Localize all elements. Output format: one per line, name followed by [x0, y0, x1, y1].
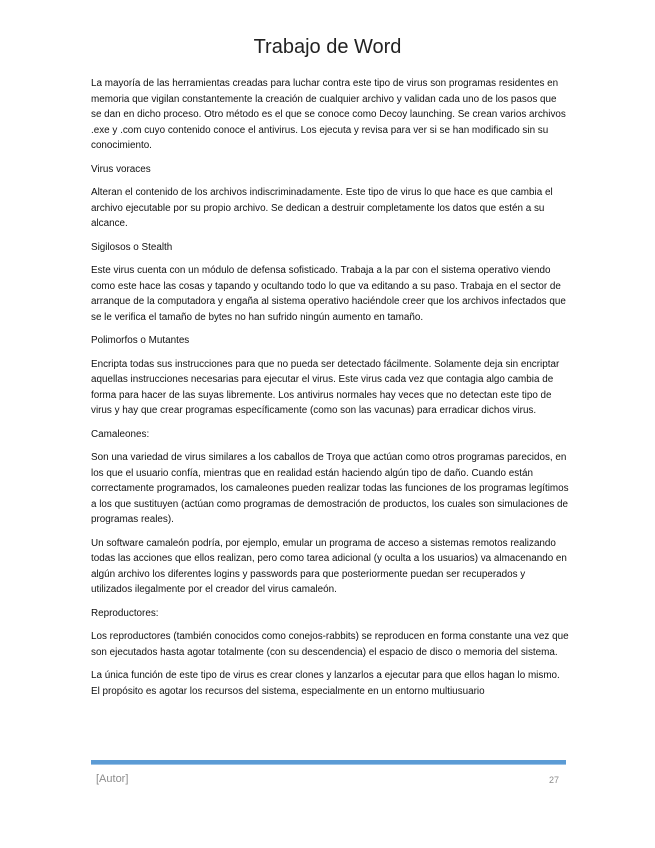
section-heading-polimorfos: Polimorfos o Mutantes [91, 335, 190, 346]
section-heading-reproductores: Reproductores: [91, 607, 159, 619]
section-heading-sigilosos: Sigilosos o Stealth [91, 241, 173, 253]
footer-author: [Autor] [96, 773, 129, 785]
section-heading-camaleones: Camaleones: [91, 428, 150, 440]
body-paragraph: Son una variedad de virus similares a los caballos de Troya que actúan como otros programas parecidos, en los que el usuario confía, mientras que en realidad están haciendo algún tipo de daño. Cuando están correctamente programados, los camaleones pueden realizar todas las funciones de los programas legítimos a los que sustituyen (actúan como programas de demostración de productos, los cuales son simulaciones de programas reales). [91, 452, 569, 525]
body-paragraph: La mayoría de las herramientas creadas para luchar contra este tipo de virus son programas residentes en memoria que vigilan constantemente la creación de cualquier archivo y validan cada uno de los pasos que se dan en dicho proceso. Otro método es el que se conoce como Decoy launching. Se crean varios archivos .exe y .com cuyo contenido conoce el antivirus. Los ejecuta y revisa para ver si se han modificado sin su conocimiento. [91, 78, 566, 151]
body-paragraph: La única función de este tipo de virus es crear clones y lanzarlos a ejecutar para que ellos hagan lo mismo. El propósito es agotar los recursos del sistema, especialmente en un entorno multiusuario [91, 670, 560, 697]
footer-rule-thin [91, 764, 566, 765]
document-body [91, 76, 569, 707]
body-paragraph: Los reproductores (también conocidos como conejos-rabbits) se reproducen en forma constante una vez que son ejecutados hasta agotar totalmente (con su descendencia) el espacio de disco o memoria del sistema. [91, 631, 569, 658]
footer-page-number: 27 [548, 775, 559, 785]
body-paragraph: Un software camaleón podría, por ejemplo, emular un programa de acceso a sistemas remotos realizando todas las acciones que ellos realizan, pero como tarea adicional (y oculta a los usuarios) va almacenando en algún archivo los diferentes logins y passwords para que posteriormente puedan ser recuperados y utilizados ilegalmente por el creador del virus camaleón. [91, 537, 567, 595]
document-title: Trabajo de Word [253, 36, 402, 58]
body-paragraph: Alteran el contenido de los archivos indiscriminadamente. Este tipo de virus lo que hace es que cambia el archivo ejecutable por su propio archivo. Se dedican a destruir completamente los datos que estén a su alcance. [91, 187, 553, 229]
body-paragraph: Este virus cuenta con un módulo de defensa sofisticado. Trabaja a la par con el sistema operativo viendo como este hace las cosas y tapando y ocultando todo lo que va editando a su paso. Trabaja en el sector de arranque de la computadora y engaña al sistema operativo haciéndole creer que los archivos infectados que se le verifica el tamaño de bytes no han sufrido ningún aumento en tamaño. [91, 265, 566, 323]
section-heading-virus-voraces: Virus voraces [91, 163, 151, 175]
body-paragraph: Encripta todas sus instrucciones para que no pueda ser detectado fácilmente. Solamente deja sin encriptar aquellas instrucciones necesarias para ejecutar el virus. Este virus cada vez que contagia algo cambia de forma para hacer de las suyas libremente. Los antivirus normales hay veces que no detectan este tipo de virus y hay que crear programas específicamente (como son las vacunas) para erradicar dichos virus. [91, 358, 560, 416]
